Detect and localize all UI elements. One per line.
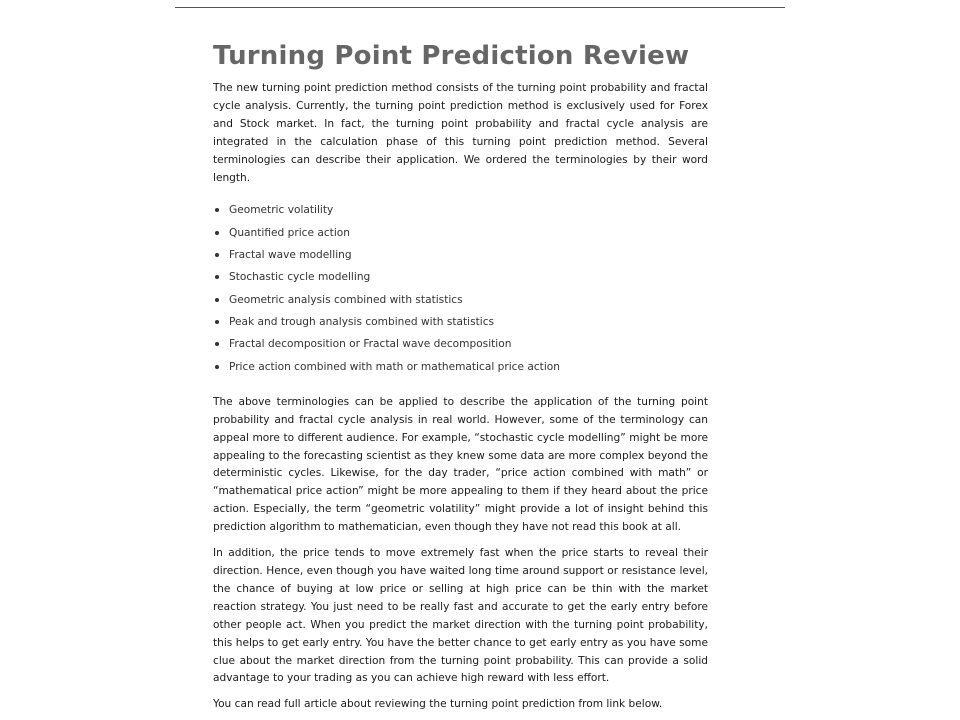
top-divider: [175, 7, 785, 8]
list-item-text: Fractal wave modelling: [229, 249, 352, 262]
list-item: [213, 199, 708, 221]
list-item-text: Quantified price action: [229, 226, 350, 239]
terminology-list: [213, 199, 708, 377]
bullet-icon: [215, 231, 219, 235]
bullet-icon: [215, 298, 219, 302]
list-item-text: Peak and trough analysis combined with statistics: [229, 315, 495, 328]
list-item: [213, 356, 708, 378]
list-item: [213, 311, 708, 333]
bullet-icon: [215, 253, 219, 257]
list-item: [213, 222, 708, 244]
intro-paragraph: The new turning point prediction method consists of the turning point probability and fractal cycle analysis. Currently, the turning point prediction method is exclusively used for Forex and Stock market. In fact, the turning point probability and fractal cycle analysis are integrated in the calculation phase of this turning point prediction method. Several terminologies can describe their application. We ordered the terminologies by their word length.: [213, 82, 708, 184]
bullet-icon: [215, 365, 219, 369]
list-item-text: Fractal decomposition or Fractal wave decomposition: [229, 338, 512, 351]
list-item-text: Stochastic cycle modelling: [229, 271, 371, 284]
bullet-icon: [215, 342, 219, 346]
list-item: [213, 333, 708, 355]
list-item: [213, 266, 708, 288]
list-item-text: Price action combined with math or mathematical price action: [229, 360, 560, 373]
page-title: Turning Point Prediction Review: [213, 41, 690, 71]
bullet-icon: [215, 275, 219, 279]
article: [213, 38, 708, 714]
early-entry-paragraph: In addition, the price tends to move extremely fast when the price starts to reveal their direction. Hence, even though you have waited long time around support or resistance level, the chance of buying at low price or selling at high price can be thin with the market reaction strategy. You just need to be really fast and accurate to get the early entry before other people act. When you predict the market direction with the turning point probability, this helps to get early entry. You have the better chance to get early entry as you have some clue about the market direction from the turning point probability. This can provide a solid advantage to your trading as you can achieve high reward with less effort.: [213, 547, 708, 685]
closing-paragraph: You can read full article about reviewing the turning point prediction from link below.: [213, 698, 663, 711]
list-item: [213, 289, 708, 311]
bullet-icon: [215, 320, 219, 324]
list-item: [213, 244, 708, 266]
bullet-icon: [215, 208, 219, 212]
list-item-text: Geometric volatility: [229, 204, 334, 217]
list-item-text: Geometric analysis combined with statistics: [229, 293, 463, 306]
terminology-audience-paragraph: The above terminologies can be applied to describe the application of the turning point probability and fractal cycle analysis in real world. However, some of the terminology can appeal more to different audience. For example, “stochastic cycle modelling” might be more appealing to the forecasting scientist as they knew some data are more complex beyond the deterministic cycles. Likewise, for the day trader, “price action combined with math” or “mathematical price action” might be more appealing to them if they heard about the price action. Especially, the term “geometric volatility” might provide a lot of insight behind this prediction algorithm to mathematician, even though they have not read this book at all.: [213, 395, 708, 534]
